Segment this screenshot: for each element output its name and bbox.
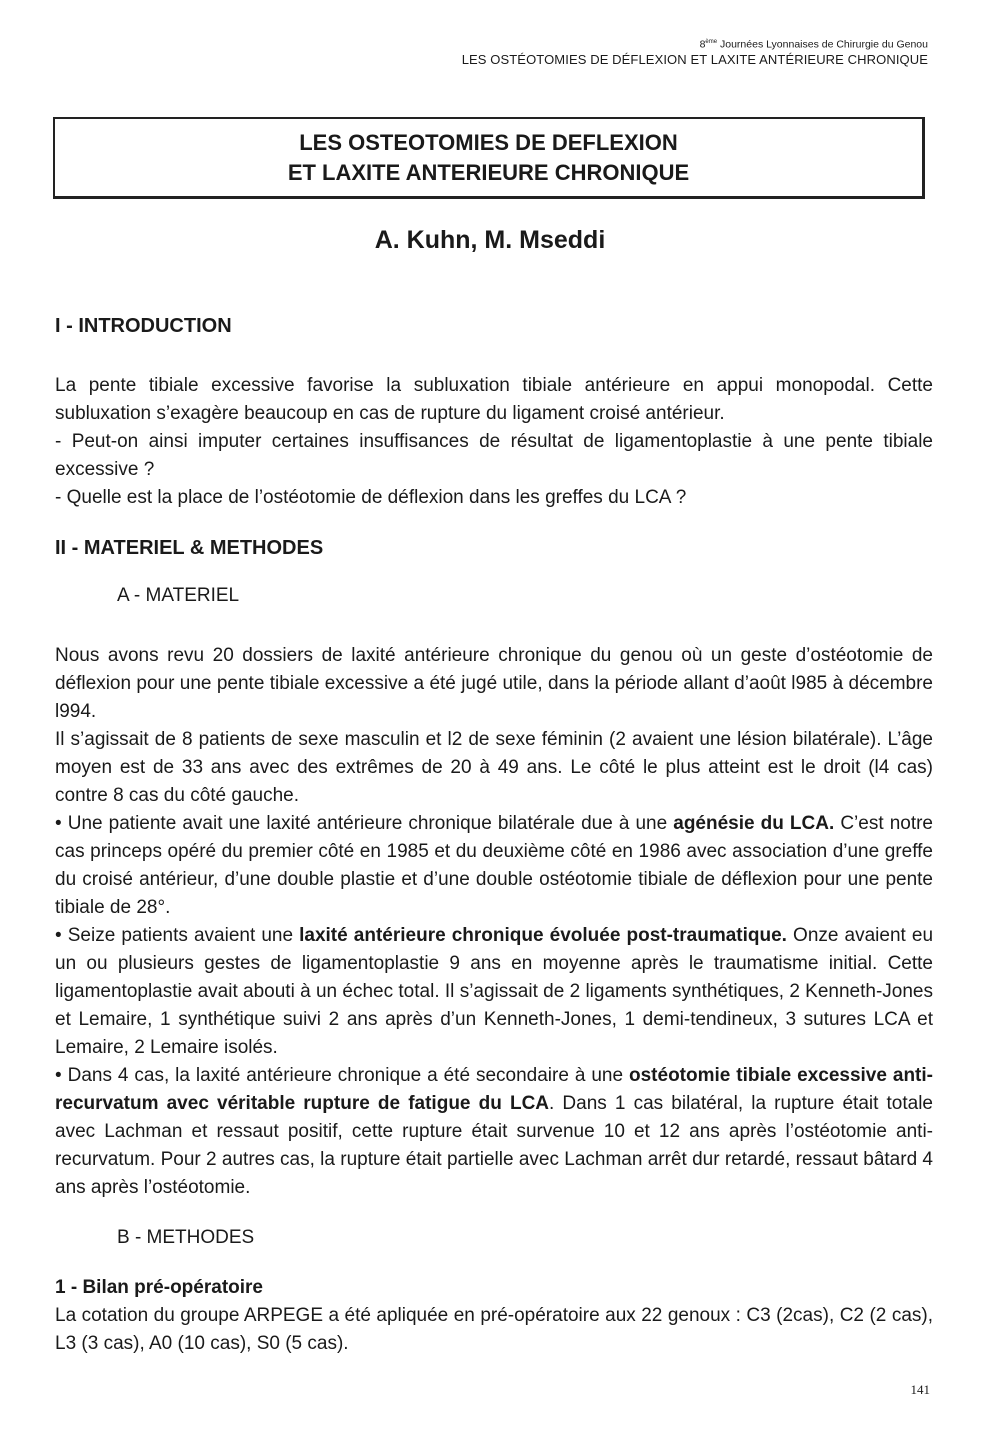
running-head-title: LES OSTÉOTOMIES DE DÉFLEXION ET LAXITE ANTÉRIEURE CHRONIQUE: [461, 51, 928, 67]
article-body: [55, 312, 933, 1358]
bullet-post-traumatique: • Seize patients avaient une laxité antérieure chronique évoluée post-traumatique. Onze avaient eu un ou plusieurs gestes de ligamentoplastie 9 ans en moyenne après le traumatisme initial. Cette ligamentoplastie avait abouti à un échec total. Il s’agissait de 2 ligaments synthétiques, 2 Kenneth-Jones et Lemaire, 1 synthétique suivi 2 ans après d’un Kenneth-Jones, 1 demi-tendineux, 3 sutures LCA et Lemaire, 2 Lemaire isolés.: [55, 925, 934, 1058]
intro-paragraph-3: - Quelle est la place de l’ostéotomie de déflexion dans les greffes du LCA ?: [55, 487, 687, 508]
section-heading-methods: II - MATERIEL & METHODES: [55, 537, 324, 559]
intro-paragraph-1: La pente tibiale excessive favorise la subluxation tibiale antérieure en appui monopodal. Cette subluxation s’exagère beaucoup en cas de rupture du ligament croisé antérieur.: [55, 375, 933, 424]
running-head-conference: 8ème Journées Lyonnaises de Chirurgie du Genou: [699, 38, 928, 51]
title-line-1: LES OSTEOTOMIES DE DEFLEXION: [299, 129, 678, 155]
materiel-paragraph-2: Il s’agissait de 8 patients de sexe masculin et l2 de sexe féminin (2 avaient une lésion bilatérale). L’âge moyen est de 33 ans avec des extrêmes de 20 à 49 ans. Le côté le plus atteint est le droit (l4 cas) contre 8 cas du côté gauche.: [55, 729, 933, 806]
heading-bilan-pre-operatoire: 1 - Bilan pré-opératoire: [55, 1277, 263, 1298]
page-number: 141: [910, 1382, 930, 1397]
title-line-2: ET LAXITE ANTERIEURE CHRONIQUE: [287, 159, 690, 185]
running-head: [462, 36, 928, 68]
title-box: [53, 117, 925, 199]
bullet-osteotomie: • Dans 4 cas, la laxité antérieure chronique a été secondaire à une ostéotomie tibiale excessive anti-recurvatum avec véritable rupture de fatigue du LCA. Dans 1 cas bilatéral, la rupture était totale avec Lachman et ressaut positif, cette rupture était survenue 10 et 12 ans après l’ostéotomie anti-recurvatum. Pour 2 autres cas, la rupture était partielle avec Lachman arrêt dur retardé, ressaut bâtard 4 ans après l’ostéotomie.: [55, 1065, 933, 1198]
subsection-heading-materiel: A - MATERIEL: [117, 585, 240, 606]
authors: A. Kuhn, M. Mseddi: [374, 226, 606, 254]
section-heading-introduction: I - INTRODUCTION: [55, 315, 232, 337]
intro-paragraph-2: - Peut-on ainsi imputer certaines insuffisances de résultat de ligamentoplastie à une pente tibiale excessive ?: [55, 431, 933, 480]
bullet-agenesie: • Une patiente avait une laxité antérieure chronique bilatérale due à une agénésie du LCA. C’est notre cas princeps opéré du premier côté en 1985 et du deuxième côté en 1986 avec association d’une greffe du croisé antérieur, d’une double plastie et d’une double ostéotomie tibiale de déflexion pour une pente tibiale de 28°.: [55, 813, 934, 918]
materiel-paragraph-1: Nous avons revu 20 dossiers de laxité antérieure chronique du genou où un geste d’ostéotomie de déflexion pour une pente tibiale excessive a été jugé utile, dans la période allant d’août l985 à décembre l994.: [55, 645, 933, 722]
subsection-heading-methodes: B - METHODES: [117, 1227, 255, 1248]
bilan-paragraph: La cotation du groupe ARPEGE a été apliquée en pré-opératoire aux 22 genoux : C3 (2cas), C2 (2 cas), L3 (3 cas), A0 (10 cas), S0 (5 cas).: [55, 1305, 933, 1354]
